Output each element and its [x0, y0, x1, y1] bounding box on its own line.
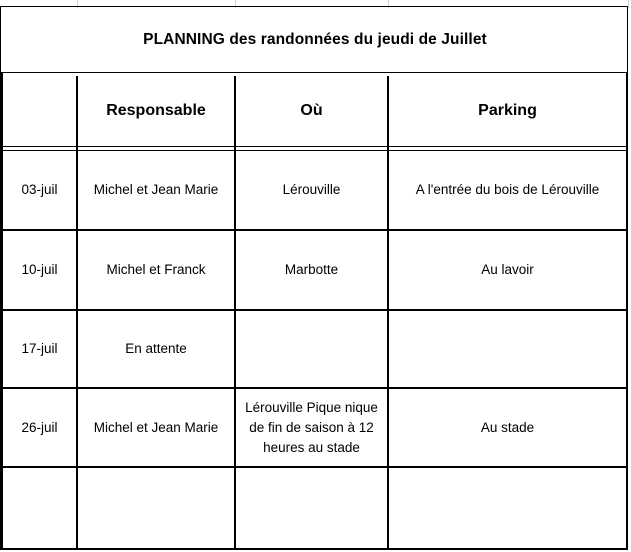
row-parking-cell[interactable]: Au stade — [480, 419, 535, 435]
row-responsable-cell[interactable]: En attente — [125, 341, 187, 356]
row-parking-cell[interactable] — [389, 311, 626, 387]
header-responsable[interactable]: Responsable — [106, 102, 206, 119]
row-ou-cell[interactable]: Marbotte — [284, 262, 339, 277]
header-ou[interactable]: Où — [300, 102, 323, 119]
row-ou-cell[interactable]: Lérouville — [282, 182, 341, 197]
row-ou-cell[interactable]: Lérouville Pique nique de fin de saison à 12 heures au stade — [245, 399, 378, 455]
row-date-cell[interactable]: 10-juil — [21, 262, 58, 277]
row-responsable-cell[interactable]: Michel et Franck — [106, 262, 206, 277]
row-parking-cell[interactable]: Au lavoir — [481, 262, 534, 277]
row-date-cell[interactable]: 03-juil — [21, 182, 58, 197]
title-cell[interactable] — [0, 6, 628, 73]
table-border-right — [626, 73, 628, 550]
row-parking-cell[interactable]: A l'entrée du bois de Lérouville — [415, 182, 600, 197]
row-date-cell[interactable]: 26-juil — [21, 419, 58, 435]
row-ou-cell[interactable] — [236, 468, 387, 548]
row-responsable-cell[interactable] — [78, 468, 234, 548]
row-parking-cell[interactable] — [389, 468, 626, 548]
row-date-cell[interactable] — [3, 468, 76, 548]
table-border-bottom — [0, 548, 628, 550]
header-parking[interactable]: Parking — [478, 102, 537, 119]
row-date-cell[interactable]: 17-juil — [21, 341, 58, 356]
header-date[interactable] — [3, 76, 76, 146]
header-divider — [0, 146, 628, 147]
page-title: PLANNING des randonnées du jeudi de Juillet — [143, 30, 487, 48]
row-responsable-cell[interactable]: Michel et Jean Marie — [93, 182, 219, 197]
row-ou-cell[interactable] — [236, 311, 387, 387]
row-responsable-cell[interactable]: Michel et Jean Marie — [93, 419, 219, 435]
